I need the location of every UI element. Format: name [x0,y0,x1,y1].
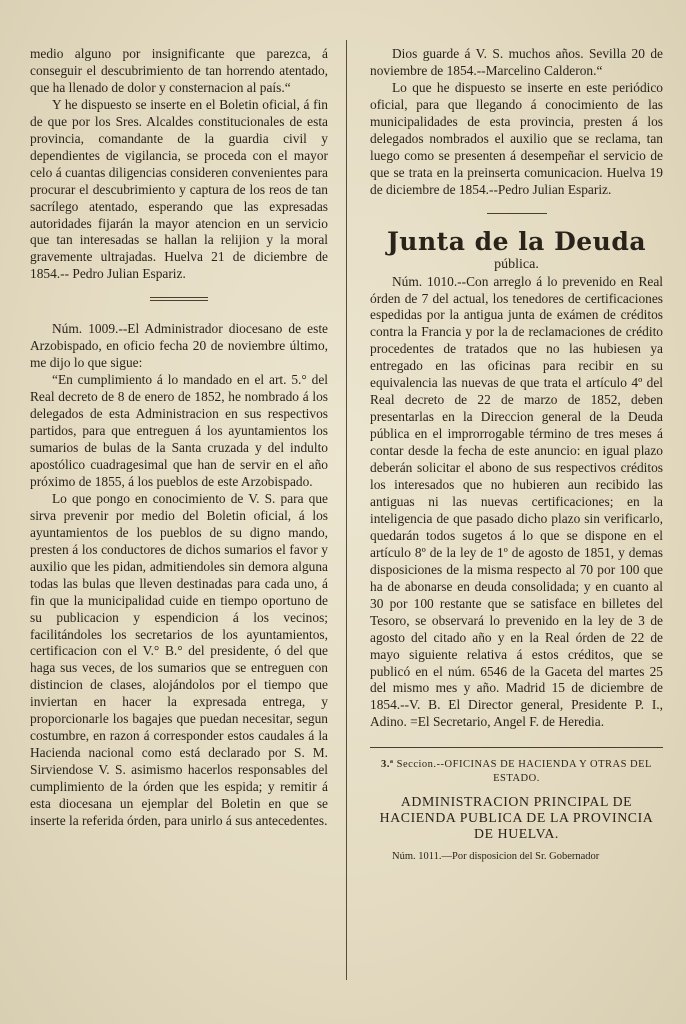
paragraph: “En cumplimiento á lo mandado en el art. 5.° del Real decreto de 8 de enero de 1852, he nombrado á los delegados de esta Administracion en sus respectivos partidos, para que entreguen á los ayuntamientos los sumarios de bulas de la Santa cruzada y del indulto apostólico cuadragesimal que han de servir en el año próximo de 1855, á los pueblos de este Arzobispado. [30,372,328,489]
section-number: 3.ª [381,759,394,771]
admin-title: ADMINISTRACION PRINCIPAL DE HACIENDA PUBLICA DE LA PROVINCIA DE HUELVA. [379,794,654,842]
section-subheading: pública. [494,256,539,272]
separator [150,297,208,301]
paragraph: Lo que he dispuesto se inserte en este periódico oficial, para que llegando á conocimiento de las municipalidades de esta provincia, presten á los delegados nombrados el auxilio que se reclama, tan luego como se presenten á desempeñar el servicio de que se trata en la preinserta comunicacion. Huelva 19 de diciembre de 1854.--Pedro Julian Espariz. [370,79,663,197]
separator [487,213,547,214]
separator [370,747,663,748]
paragraph: Lo que pongo en conocimiento de V. S. para que sirva prevenir por medio del Boletin oficial, á los ayuntamientos de los pueblos de su digno mando, presten á los conductores de dichos sumarios el favor y auxilio que les pidan, admitiendoles sin demora alguna todas las bulas que lleven destinadas para cada uno, á fin que la municipalidad cuide en tiempo oportuno de su publicacion y espendicion á los vecinos; facilitándoles los secretarios de los ayuntamientos, certificacion con el V.° B.° del presidente, ó del que haga sus veces, de los sumarios que se entreguen con distincion de clases, alojándolos por el tiempo que inviertan en hacer la expresada entrega, y proporcionarle los bagajes que puedan necesitar, segun costumbre, en razon á corresponder estos caudales á la Hacienda nacional como está declarado por S. M. Sirviendose V. S. asimismo hacerlos responsables del cumplimiento de la órden que les espida; y remitir á esta diocesana un ejemplar del Boletin en que se inserte la referida órden, para unirlo á sus antecedentes. [30,490,328,828]
paragraph: Dios guarde á V. S. muchos años. Sevilla 20 de noviembre de 1854.--Marcelino Calderon.“ [370,46,663,78]
paragraph: Y he dispuesto se inserte en el Boletin oficial, á fin de que por los Sres. Alcaldes constitucionales de esta provincia, comandante de la guardia civil y dependientes de vigilancia, se proceda con el mayor celo á cuantas diligencias consideren convenientes para procurar el descubrimiento y captura de los reos de tan sacrílego atentado, esperando que las expresadas autoridades fijarán la mayor atencion en un servicio que tan interesadas se hallan la relijion y la moral gravemente ultrajadas. Huelva 21 de diciembre de 1854.-- Pedro Julian Espariz. [30,96,328,282]
section-heading: Junta de la Deuda [386,226,647,256]
left-column [30,46,328,830]
paragraph: medio alguno por insignificante que parezca, á conseguir el descubrimiento de tan horrendo atentado, que ha llenado de dolor y consternacion al país.“ [30,46,328,95]
column-divider [346,40,347,980]
section-label [370,758,663,786]
paragraph: Núm. 1009.--El Administrador diocesano de este Arzobispado, en oficio fecha 20 de noviembre último, me dijo lo que sigue: [30,321,328,371]
section-label-text: Seccion.--OFICINAS DE HACIENDA Y OTRAS DEL ESTADO. [396,759,652,785]
right-column [370,46,663,864]
paragraph: Núm. 1011.—Por disposicion del Sr. Gobernador [392,851,600,863]
paragraph: Núm. 1010.--Con arreglo á lo prevenido en Real órden de 7 del actual, los tenedores de certificaciones espedidas por la antigua junta de exámen de créditos contra la Francia y por la de reclamaciones de crédito procedentes de tratados que no las hubiesen ya entregado en las oficinas para recibir en su equivalencia las nuevas de que trata el artículo 4º del Real decreto de 22 de marzo de 1852, deben presentarlas en la Direccion general de la Deuda pública en el improrrogable término de tres meses á contar desde la fecha de este anuncio: en igual plazo deberán solicitar el abono de sus respectivos créditos los interesados que no hubieren aun recibido las antiguas ni las nuevas certificaciones; en la inteligencia de que pasado dicho plazo sin verificarlo, quedarán todos sugetos á lo que se dispone en el artículo 8º de la ley de 1º de agosto de 1851, y demas disposiciones de la misma respecto al 70 por 100 que ha de abonarse en deuda consolidada; y en cuanto al 30 por 100 restante que se satisface en billetes del Tesoro, se observará lo prevenido en la ley de 3 de agosto del citado año y en la Real órden de 22 de mayo siguiente relativa á estos créditos, que se publicó en el núm. 6546 de la Gaceta del martes 25 del mismo mes y año. Madrid 15 de diciembre de 1854.--V. B. El Director general, Presidente P. I., Adino. =El Secretario, Angel F. de Heredia. [370,273,663,730]
